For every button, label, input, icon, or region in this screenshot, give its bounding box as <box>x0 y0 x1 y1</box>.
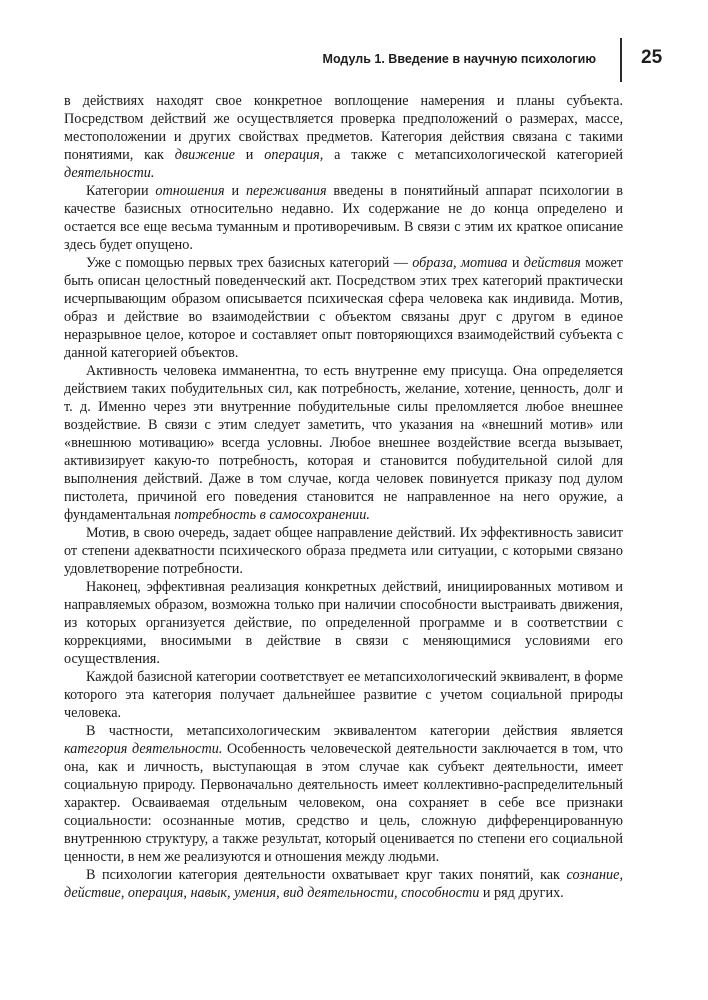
text-run: В частности, метапсихологическим эквивалентом категории действия является <box>86 723 623 739</box>
text-run: В психологии категория деятельности охватывает круг таких понятий, как <box>86 867 567 883</box>
paragraph <box>64 722 623 866</box>
text-run: может быть описан целостный поведенческий акт. Посредством этих трех категорий практически исчерпывающим образом описывается психическая сфера человека как индивида. Мотив, образ и действие во взаимодействии с объектом связаны друг с другом в единое неразрывное целое, которое и составляет опыт повторяющихся взаимодействий субъекта с данной категорией объектов. <box>64 255 623 361</box>
italic-term: категория деятельности. <box>64 741 223 757</box>
italic-term: деятельности. <box>64 165 155 181</box>
text-run: Уже с помощью первых трех базисных категорий — <box>86 255 413 271</box>
italic-term: образа, мотива <box>412 255 508 271</box>
text-run: Особенность человеческой деятельности заключается в том, что она, как и личность, выступающая в этом случае как субъект деятельности, имеет социальную природу. Первоначально деятельность имеет коллективно-распределительный характер. Осваиваемая отдельным человеком, она сохраняет в себе все признаки социальности: осознанные мотив, средство и цель, сложную дифференцированную внутреннюю структуру, а также результат, который оценивается по степени его социальной ценности, в нем же реализуются и отношения между людьми. <box>64 741 623 865</box>
italic-term: отношения <box>155 183 225 199</box>
paragraph <box>64 362 623 524</box>
paragraph <box>64 668 623 722</box>
text-run: введены в понятийный аппарат психологии в качестве базисных относительно недавно. Их содержание не до конца определено и остается все еще весьма туманным и противоречивым. В связи с этим их краткое описание здесь будет опущено. <box>64 183 623 253</box>
paragraph <box>64 182 623 254</box>
italic-term: сознание, действие, операция, навык, умения, вид деятельности, способности <box>64 867 623 901</box>
page-number: 25 <box>641 47 663 68</box>
paragraph <box>64 524 623 578</box>
text-run: Активность человека имманентна, то есть внутренне ему присуща. Она определяется действием таких побудительных сил, как потребность, желание, хотение, ценность, долг и т. д. Именно через эти внутренние побудительные силы преломляется любое внешнее воздействие. В связи с этим следует заметить, что указания на «внешний мотив» или «внешнюю мотивацию» всегда условны. Любое внешнее воздействие всегда вызывает, активизирует какую-то потребность, которая и становится побудительной силой для выполнения действий. Даже в том случае, когда человек повинуется приказу под дулом пистолета, причиной его поведения становится не направленное на него оружие, а фундаментальная <box>64 363 623 523</box>
text-run: Мотив, в свою очередь, задает общее направление действий. Их эффективность зависит от степени адекватности психического образа предмета или ситуации, с которыми связано удовлетворение потребности. <box>64 525 623 577</box>
body-text <box>64 92 623 902</box>
text-run: и <box>224 183 246 199</box>
header-divider <box>620 38 622 82</box>
italic-term: потребность в самосохранении. <box>174 507 370 523</box>
italic-term: переживания <box>245 183 327 199</box>
paragraph <box>64 578 623 668</box>
text-run: и <box>507 255 524 271</box>
italic-term: действия <box>523 255 581 271</box>
text-run: в действиях находят свое конкретное воплощение намерения и планы субъекта. Посредством действий же осуществляется проверка предположений о размерах, массе, местоположении и других свойствах предметов. Категория действия связана с такими понятиями, как <box>64 93 623 163</box>
text-run: Категории <box>86 183 156 199</box>
running-header: Модуль 1. Введение в научную психологию <box>322 52 596 66</box>
text-run: Каждой базисной категории соответствует ее метапсихологический эквивалент, в форме которого эта категория получает дальнейшее развитие с учетом социальной природы человека. <box>64 669 623 721</box>
text-run: Наконец, эффективная реализация конкретных действий, инициированных мотивом и направляемых образом, возможна только при наличии способности выстраивать движения, из которых организуется действие, по определенной программе и в соответствии с коррекциями, вносимыми в действие в связи с меняющимися условиями его осуществления. <box>64 579 623 667</box>
paragraph <box>64 254 623 362</box>
paragraph <box>64 92 623 182</box>
text-run: и <box>234 147 265 163</box>
text-run: а также с метапсихологической категорией <box>323 147 624 163</box>
italic-term: движение <box>174 147 235 163</box>
italic-term: операция, <box>264 147 324 163</box>
text-run: и ряд других. <box>479 885 564 901</box>
paragraph <box>64 866 623 902</box>
